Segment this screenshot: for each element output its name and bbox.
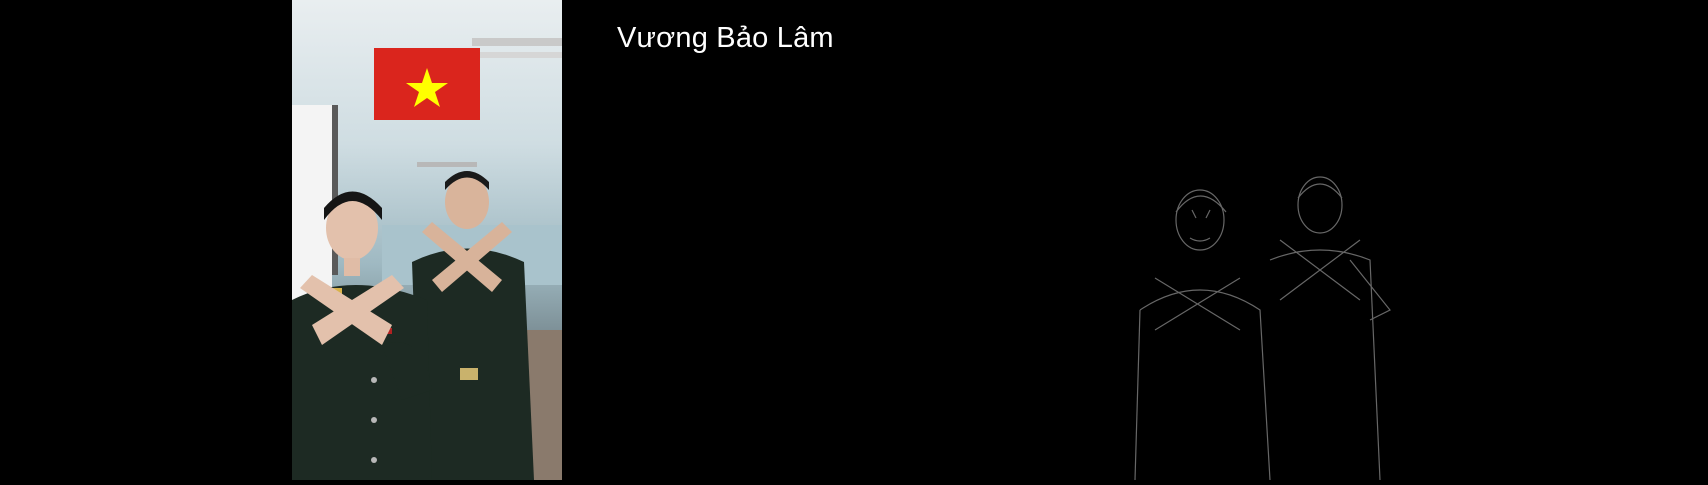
video-frame <box>292 0 562 480</box>
edge-outline-figures <box>1130 160 1420 480</box>
woman-edge-outline <box>1135 190 1270 480</box>
edge-detection-view <box>1130 160 1420 480</box>
flag-icon <box>374 48 480 120</box>
ceiling-light <box>472 38 562 46</box>
video-title: Vương Bảo Lâm <box>617 22 834 54</box>
video-frame-scene <box>292 0 562 480</box>
man-edge-outline <box>1270 177 1390 480</box>
ceiling-light <box>417 162 477 167</box>
